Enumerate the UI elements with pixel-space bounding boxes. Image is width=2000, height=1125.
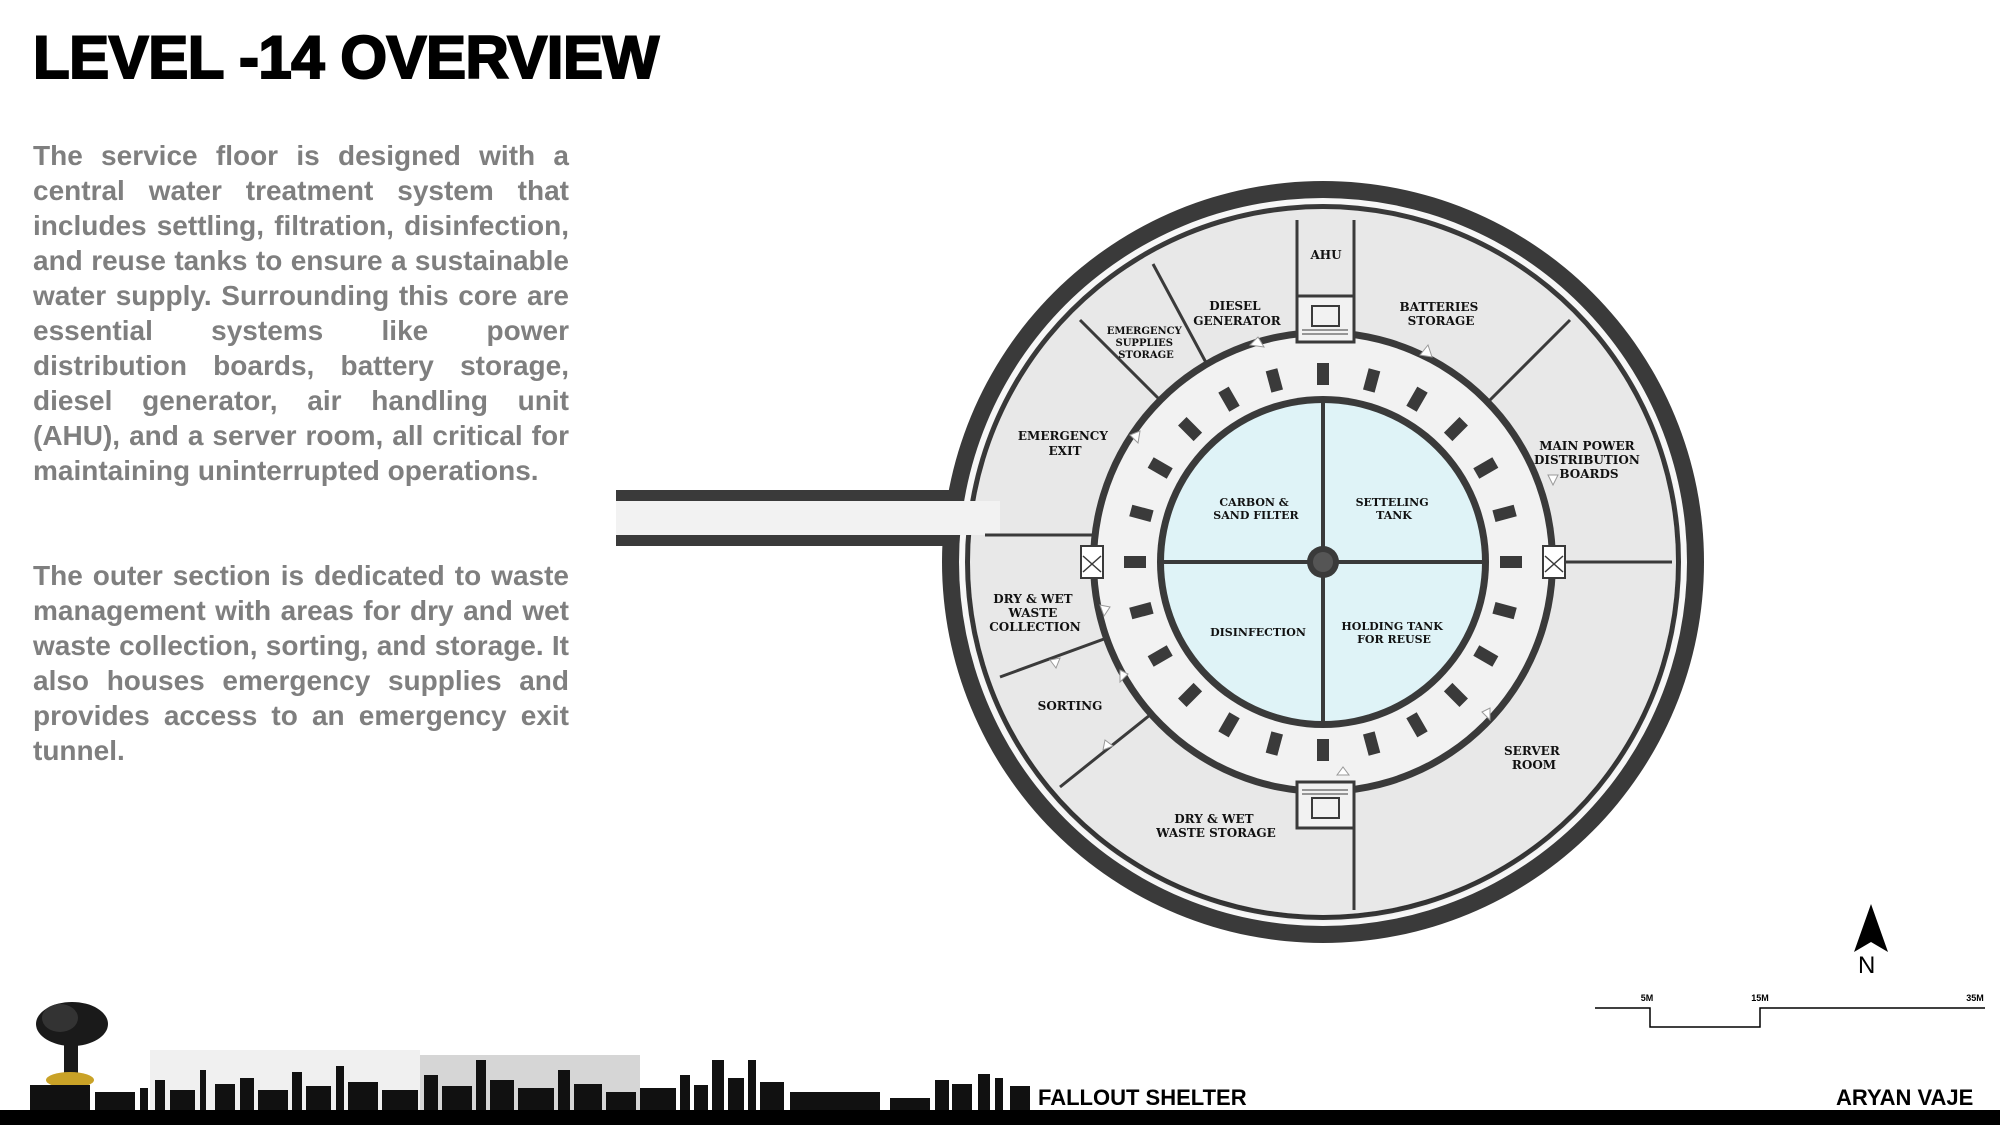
- scale-label-15m: 15M: [1751, 993, 1769, 1003]
- description-paragraph-1: The service floor is designed with a central water treatment system that includes settling, filtration, disinfection, and reuse tanks to ensure a sustainable water supply. Surrounding this core are essential systems like power distribution boards, battery storage, diesel generator, air handling unit (AHU), and a server room, all critical for maintaining uninterrupted operations.: [33, 140, 569, 486]
- skyline-illustration: [0, 995, 1040, 1125]
- pillar: [1500, 556, 1522, 568]
- label-carbon-sand-filter: CARBON & SAND FILTER: [1213, 496, 1299, 522]
- stair-core-south: [1297, 782, 1354, 828]
- project-name: FALLOUT SHELTER: [1038, 1085, 1247, 1110]
- scale-label-5m: 5M: [1640, 993, 1654, 1003]
- exit-tunnel: [616, 490, 986, 546]
- label-holding-tank: HOLDING TANK FOR REUSE: [1341, 620, 1443, 646]
- footer-bar: [0, 1110, 2000, 1125]
- label-dry-wet-waste-storage: DRY & WET WASTE STORAGE: [1156, 812, 1276, 840]
- pillar: [1317, 739, 1329, 761]
- lift-east: [1543, 546, 1565, 578]
- pillar: [1317, 363, 1329, 385]
- label-disinfection: DISINFECTION: [1210, 626, 1306, 639]
- floor-plan: [610, 170, 1710, 970]
- description-paragraph-2: The outer section is dedicated to waste management with areas for dry and wet waste collection, sorting, and storage. It also houses emergency supplies and provides access to an emergency exit tunnel.: [33, 560, 569, 766]
- label-server-room: SERVER ROOM: [1504, 744, 1560, 772]
- page-title: LEVEL -14 OVERVIEW: [33, 24, 659, 91]
- label-emergency-supplies-storage: EMERGENCY SUPPLIES STORAGE: [1106, 326, 1182, 361]
- lift-west: [1081, 546, 1103, 578]
- label-dry-wet-waste-collection: DRY & WET WASTE COLLECTION: [989, 592, 1081, 634]
- label-settling-tank: SETTELING TANK: [1355, 496, 1429, 522]
- label-batteries-storage: BATTERIES STORAGE: [1399, 300, 1479, 328]
- label-emergency-exit: EMERGENCY EXIT: [1017, 429, 1108, 458]
- stair-core-north: [1297, 296, 1354, 342]
- pillar: [1124, 556, 1146, 568]
- label-sorting: SORTING: [1037, 699, 1103, 713]
- label-ahu: AHU: [1310, 248, 1342, 262]
- label-diesel-generator: DIESEL GENERATOR: [1193, 299, 1281, 328]
- mushroom-cloud-icon: [36, 1002, 108, 1088]
- author-name: ARYAN VAJE: [1836, 1085, 1974, 1110]
- label-main-power-distribution-boards: MAIN POWER DISTRIBUTION BOARDS: [1534, 439, 1640, 481]
- scale-label-35m: 35M: [1966, 993, 1984, 1003]
- north-label: N: [1858, 952, 1876, 979]
- scale-bar: [1590, 990, 1990, 1030]
